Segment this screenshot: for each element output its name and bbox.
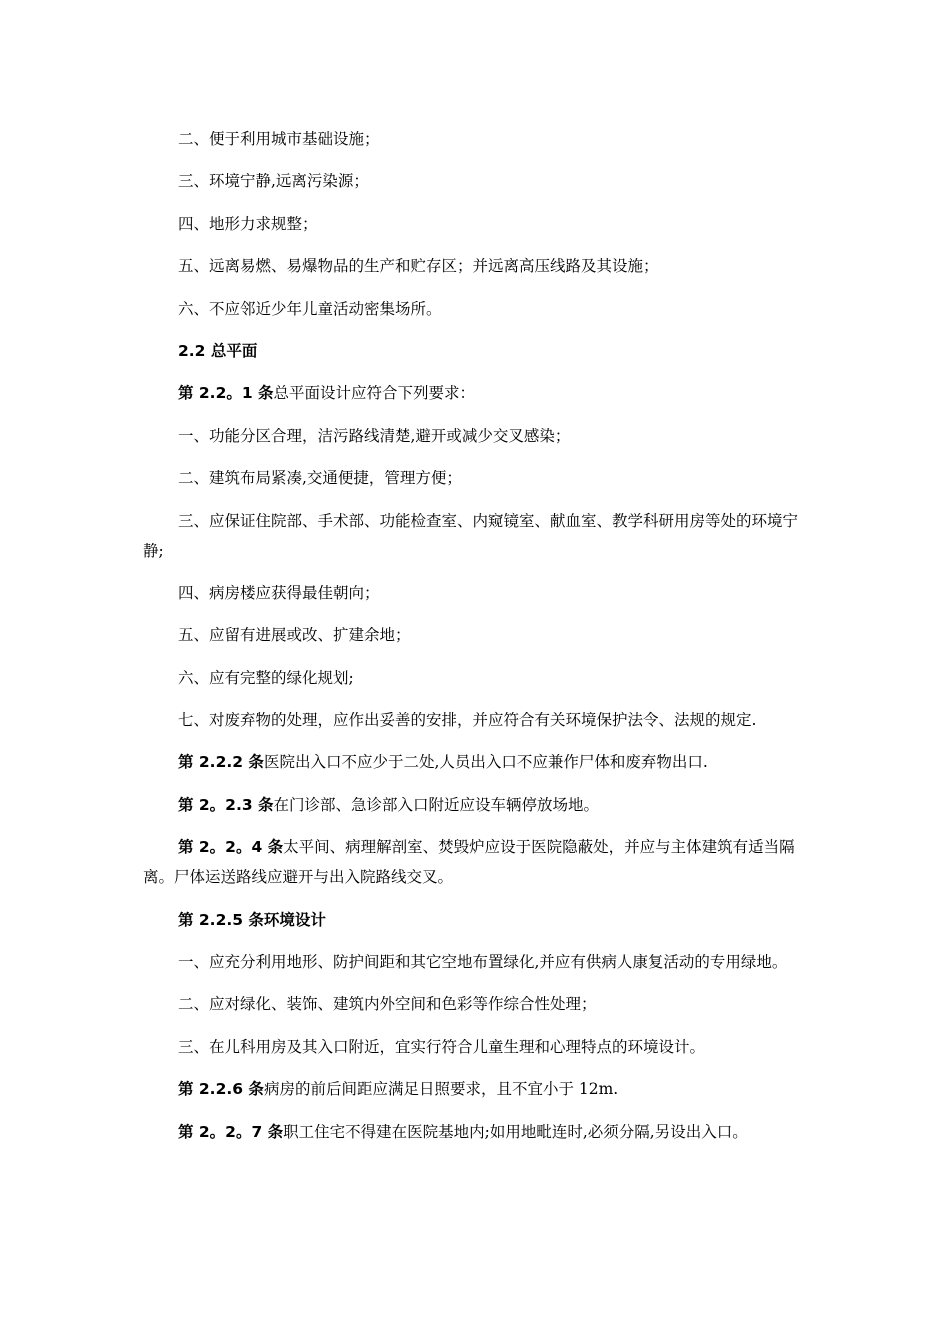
paragraph-text: 四、地形力求规整； xyxy=(178,214,318,233)
paragraph-text: 四、病房楼应获得最佳朝向； xyxy=(178,583,380,602)
paragraph-3 xyxy=(143,209,815,239)
clause-label: 第 2.2.6 条 xyxy=(178,1080,264,1099)
paragraph-20 xyxy=(143,1032,815,1062)
paragraph-text: 三、环境宁静,远离污染源； xyxy=(178,172,369,191)
clause-label: 第 2.2。1 条 xyxy=(178,384,274,403)
clause-label: 第 2。2。7 条 xyxy=(178,1122,284,1141)
paragraph-7 xyxy=(143,421,815,451)
paragraph-text: 一、应充分利用地形、防护间距和其它空地布置绿化,并应有供病人康复活动的专用绿地。 xyxy=(178,953,788,972)
paragraph-text: 三、在儿科用房及其入口附近，宜实行符合儿童生理和心理特点的环境设计。 xyxy=(178,1037,706,1056)
clause-2-2-7 xyxy=(143,1117,815,1147)
document-body xyxy=(143,124,815,1159)
paragraph-2 xyxy=(143,166,815,196)
clause-text: 病房的前后间距应满足日照要求，且不宜小于 12m. xyxy=(263,1080,619,1099)
paragraph-12 xyxy=(143,663,815,693)
paragraph-text: 二、建筑布局紧凑,交通便捷，管理方便； xyxy=(178,469,462,488)
paragraph-9 xyxy=(143,506,815,566)
paragraph-11 xyxy=(143,620,815,650)
paragraph-5 xyxy=(143,294,815,324)
paragraph-18 xyxy=(143,947,815,977)
paragraph-text: 二、便于利用城市基础设施； xyxy=(178,130,380,148)
paragraph-10 xyxy=(143,578,815,608)
paragraph-text: 一、功能分区合理，洁污路线清楚,避开或减少交叉感染； xyxy=(178,426,571,445)
clause-text: 职工住宅不得建在医院基地内;如用地毗连时,必须分隔,另设出入口。 xyxy=(283,1122,748,1141)
paragraph-1 xyxy=(143,124,815,154)
clause-text: 太平间、病理解剖室、焚毁炉应设于医院隐蔽处，并应与主体建筑有适当隔离。尸体运送路线应避开与出入院路线交叉。 xyxy=(143,838,795,887)
paragraph-text: 六、不应邻近少年儿童活动密集场所。 xyxy=(178,299,442,318)
clause-2-2-2 xyxy=(143,747,815,777)
clause-text: 医院出入口不应少于二处,人员出入口不应兼作尸体和废弃物出口. xyxy=(263,753,708,772)
clause-2-2-5-heading xyxy=(143,905,815,935)
clause-label: 第 2。2。4 条 xyxy=(178,838,284,857)
paragraph-19 xyxy=(143,989,815,1019)
clause-2-2-6 xyxy=(143,1074,815,1104)
section-heading-2-2 xyxy=(143,336,815,366)
paragraph-text: 二、应对绿化、装饰、建筑内外空间和色彩等作综合性处理； xyxy=(178,995,597,1014)
paragraph-13 xyxy=(143,705,815,735)
clause-2-2-1 xyxy=(143,378,815,408)
paragraph-4 xyxy=(143,251,815,281)
clause-text: 总平面设计应符合下列要求： xyxy=(273,384,476,403)
paragraph-text: 六、应有完整的绿化规划; xyxy=(178,668,354,687)
clause-label: 第 2.2.2 条 xyxy=(178,753,264,772)
paragraph-8 xyxy=(143,463,815,493)
paragraph-text: 五、应留有进展或改、扩建余地； xyxy=(178,626,411,645)
paragraph-text: 五、远离易燃、易爆物品的生产和贮存区；并远离高压线路及其设施； xyxy=(178,257,659,276)
clause-2-2-4 xyxy=(143,832,815,892)
heading-text: 第 2.2.5 条环境设计 xyxy=(178,910,326,929)
clause-text: 在门诊部、急诊部入口附近应设车辆停放场地。 xyxy=(273,795,600,814)
clause-2-2-3 xyxy=(143,790,815,820)
paragraph-text: 七、对废弃物的处理，应作出妥善的安排，并应符合有关环境保护法令、法规的规定. xyxy=(178,711,757,730)
paragraph-text: 三、应保证住院部、手术部、功能检查室、内窥镜室、献血室、教学科研用房等处的环境宁静; xyxy=(143,511,799,560)
clause-label: 第 2。2.3 条 xyxy=(178,795,274,814)
heading-text: 2.2 总平面 xyxy=(178,341,258,360)
